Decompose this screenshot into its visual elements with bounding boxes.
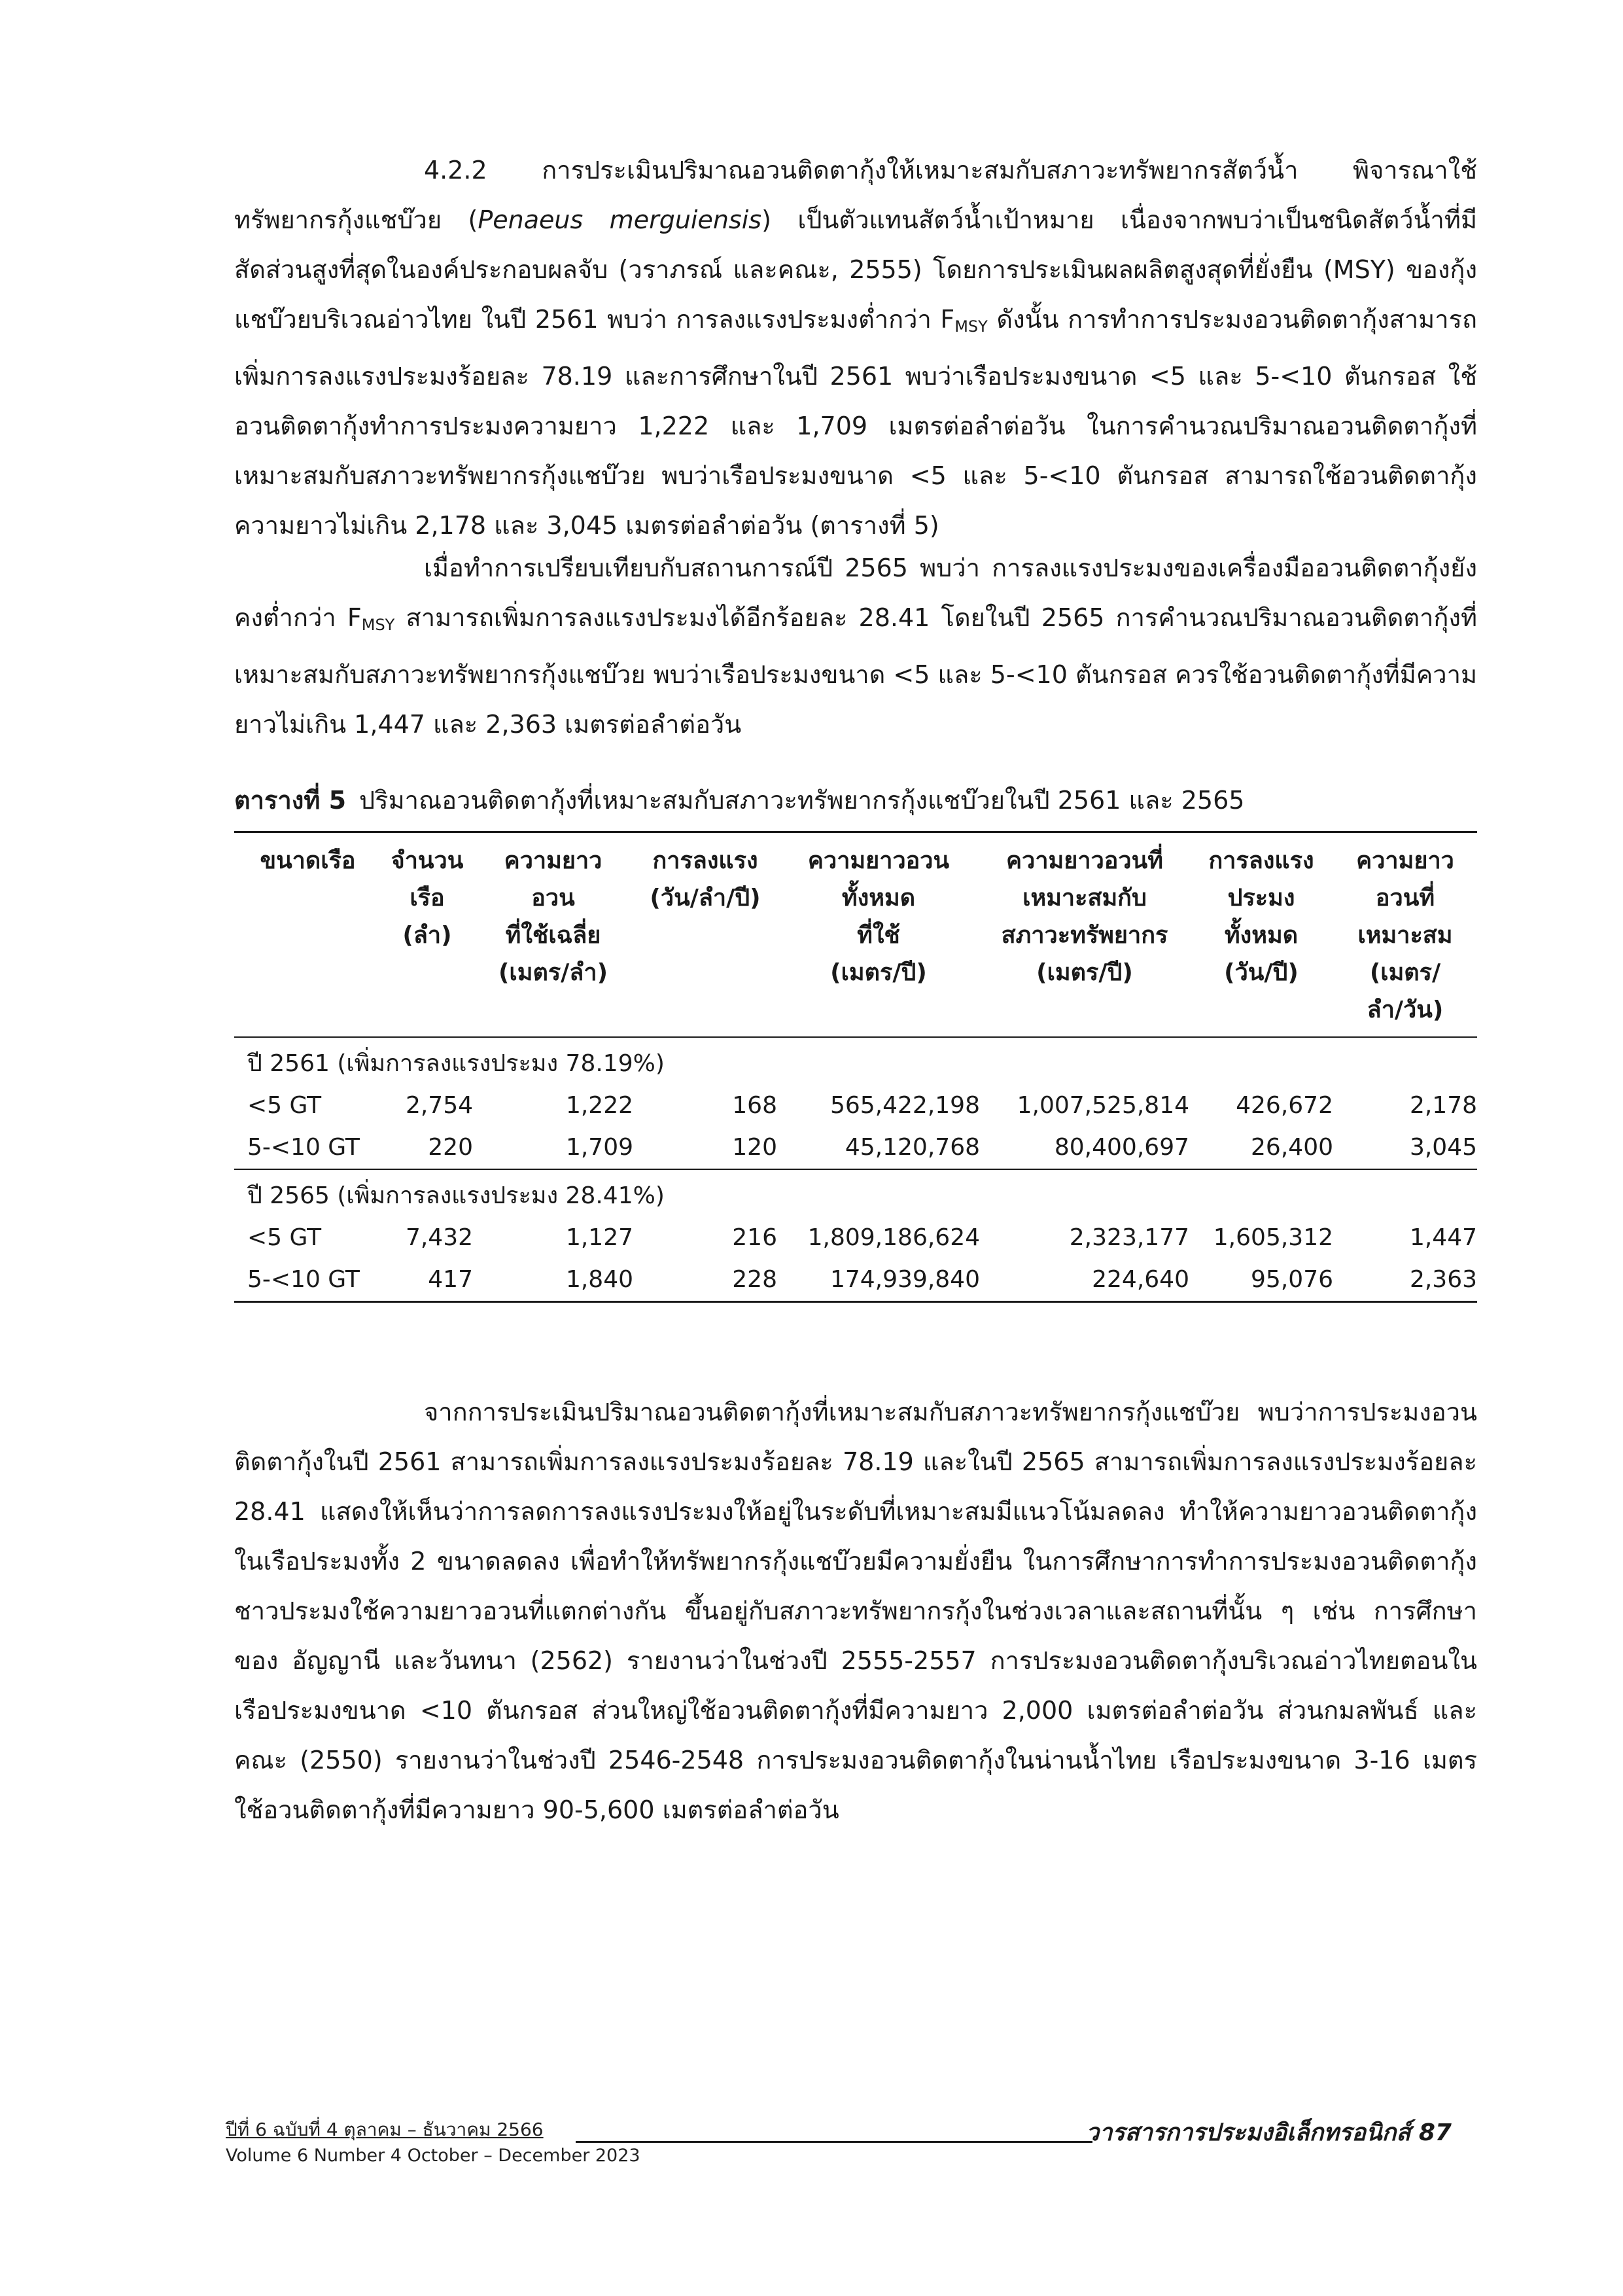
- paragraph-msy-2561: 4.2.2 การประเมินปริมาณอวนติดตากุ้งให้เหมาะสมกับสภาวะทรัพยากรสัตว์น้ำ พิจารณาใช้ทรัพยากรกุ้งแชบ๊วย (Penaeus merguiensis) เป็นตัวแทนสัตว์น้ำเป้าหมาย เนื่องจากพบว่าเป็นชนิดสัตว์น้ำที่มีสัดส่วนสูงที่สุดในองค์ประกอบผลจับ (วราภรณ์ และคณะ, 2555) โดยการประเมินผลผลิตสูงสุดที่ยั่งยืน (MSY) ของกุ้งแชบ๊วยบริเวณอ่าวไทย ในปี 2561 พบว่า การลงแรงประมงต่ำกว่า $F_{MSY}$ ดังนั้น การทำการประมงอวนติดตากุ้งสามารถเพิ่มการลงแรงประมงร้อยละ 78.19 และการศึกษาในปี 2561 พบว่าเรือประมงขนาด <5 และ 5-<10 ตันกรอส ใช้อวนติดตากุ้งทำการประมงความยาว 1,222 และ 1,709 เมตรต่อลำต่อวัน ในการคำนวณปริมาณอวนติดตากุ้งที่เหมาะสมกับสภาวะทรัพยากรกุ้งแชบ๊วย พบว่าเรือประมงขนาด <5 และ 5-<10 ตันกรอส สามารถใช้อวนติดตากุ้งความยาวไม่เกิน 2,178 และ 3,045 เมตรต่อลำต่อวัน (ตารางที่ 5): [234, 156, 1477, 540]
- table-caption: [234, 781, 1477, 820]
- table-caption-label: ตารางที่ 5: [234, 786, 347, 815]
- paragraph-comparison-2565: เมื่อทำการเปรียบเทียบกับสถานการณ์ปี 2565 พบว่า การลงแรงประมงของเครื่องมืออวนติดตากุ้งยังคงต่ำกว่า $F_{MSY}$ สามารถเพิ่มการลงแรงประมงได้อีกร้อยละ 28.41 โดยในปี 2565 การคำนวณปริมาณอวนติดตากุ้งที่เหมาะสมกับสภาวะทรัพยากรกุ้งแชบ๊วย พบว่าเรือประมงขนาด <5 และ 5-<10 ตันกรอส ควรใช้อวนติดตากุ้งที่มีความยาวไม่เกิน 1,447 และ 2,363 เมตรต่อลำต่อวัน: [234, 554, 1477, 739]
- footer-issue-info: [226, 2117, 640, 2169]
- table-row: <5 GT 7,432 1,127 216 1,809,186,624 2,323,177 1,605,312 1,447: [247, 1224, 1477, 1251]
- group-label: ปี 2561 (เพิ่มการลงแรงประมง 78.19%): [247, 1050, 665, 1077]
- footer-issue-english: Volume 6 Number 4 October – December 2023: [226, 2146, 640, 2166]
- header-boat-size: ขนาดเรือ: [260, 847, 356, 874]
- header-total-effort: การลงแรง ประมง ทั้งหมด (วัน/ปี): [1208, 847, 1314, 986]
- table-caption-text: ปริมาณอวนติดตากุ้งที่เหมาะสมกับสภาวะทรัพยากรกุ้งแชบ๊วยในปี 2561 และ 2565: [359, 786, 1245, 815]
- header-suitable-length-per-boat: ความยาว อวนที่ เหมาะสม (เมตร/ ลำ/วัน): [1356, 847, 1454, 1023]
- table-row: <5 GT 2,754 1,222 168 565,422,198 1,007,525,814 426,672 2,178: [247, 1092, 1477, 1119]
- footer-divider: [576, 2141, 1092, 2143]
- table-header-row: [234, 832, 1477, 1038]
- fmsy-subscript: MSY: [954, 317, 988, 336]
- gillnet-table: [234, 831, 1477, 1303]
- header-boat-count: จำนวน เรือ (ลำ): [391, 847, 464, 949]
- header-total-net-length: ความยาวอวน ทั้งหมด ที่ใช้ (เมตร/ปี): [807, 847, 950, 986]
- header-effort: การลงแรง (วัน/ลำ/ปี): [650, 847, 761, 911]
- header-avg-net-length: ความยาว อวน ที่ใช้เฉลี่ย (เมตร/ลำ): [498, 847, 608, 986]
- group-row-2561: [234, 1037, 1477, 1085]
- header-suitable-net-length: ความยาวอวนที่ เหมาะสมกับ สภาวะทรัพยากร (เมตร/ปี): [1001, 847, 1168, 986]
- fmsy-subscript: MSY: [361, 616, 395, 634]
- journal-name: วารสารการประมงอิเล็กทรอนิกส์: [1086, 2119, 1411, 2146]
- species-name: Penaeus merguiensis: [478, 205, 762, 234]
- footer-journal: [1086, 2117, 1452, 2149]
- page-number: 87: [1418, 2119, 1452, 2146]
- table-row: 5-<10 GT 417 1,840 228 174,939,840 224,640 95,076 2,363: [234, 1259, 1477, 1302]
- group-row-2565: [234, 1169, 1477, 1217]
- paragraph-discussion: จากการประเมินปริมาณอวนติดตากุ้งที่เหมาะสมกับสภาวะทรัพยากรกุ้งแชบ๊วย พบว่าการประมงอวนติดตากุ้งในปี 2561 สามารถเพิ่มการลงแรงประมงร้อยละ 78.19 และในปี 2565 สามารถเพิ่มการลงแรงประมงร้อยละ 28.41 แสดงให้เห็นว่าการลดการลงแรงประมงให้อยู่ในระดับที่เหมาะสมมีแนวโน้มลดลง ทำให้ความยาวอวนติดตากุ้งในเรือประมงทั้ง 2 ขนาดลดลง เพื่อทำให้ทรัพยากรกุ้งแชบ๊วยมีความยั่งยืน ในการศึกษาการทำการประมงอวนติดตากุ้ง ชาวประมงใช้ความยาวอวนที่แตกต่างกัน ขึ้นอยู่กับสภาวะทรัพยากรกุ้งในช่วงเวลาและสถานที่นั้น ๆ เช่น การศึกษาของ อัญญานี และวันทนา (2562) รายงานว่าในช่วงปี 2555-2557 การประมงอวนติดตากุ้งบริเวณอ่าวไทยตอนใน เรือประมงขนาด <10 ตันกรอส ส่วนใหญ่ใช้อวนติดตากุ้งที่มีความยาว 2,000 เมตรต่อลำต่อวัน ส่วนกมลพันธ์ และคณะ (2550) รายงานว่าในช่วงปี 2546-2548 การประมงอวนติดตากุ้งในน่านน้ำไทย เรือประมงขนาด 3-16 เมตร ใช้อวนติดตากุ้งที่มีความยาว 90-5,600 เมตรต่อลำต่อวัน: [234, 1398, 1477, 1824]
- footer-issue-thai: ปีที่ 6 ฉบับที่ 4 ตุลาคม – ธันวาคม 2566: [226, 2119, 544, 2140]
- table-row: 5-<10 GT 220 1,709 120 45,120,768 80,400,697 26,400 3,045: [247, 1134, 1477, 1161]
- group-label: ปี 2565 (เพิ่มการลงแรงประมง 28.41%): [247, 1182, 665, 1209]
